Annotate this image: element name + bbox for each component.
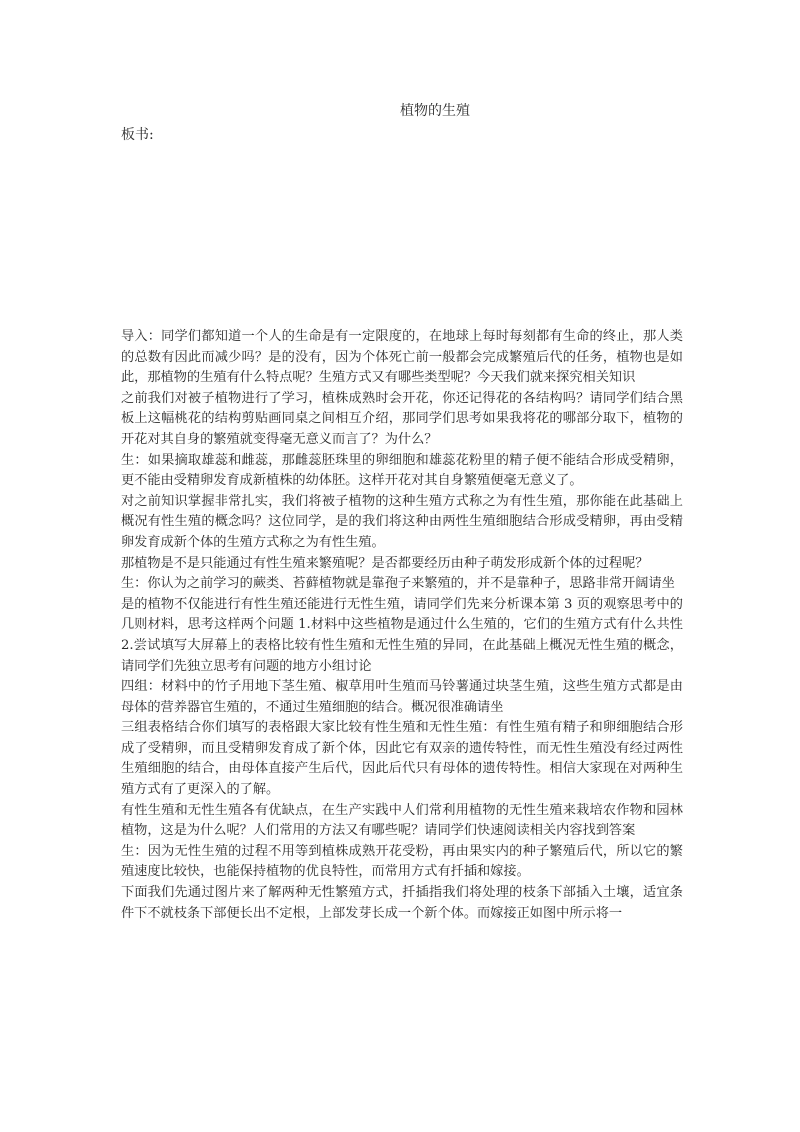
paragraph: 下面我们先通过图片来了解两种无性繁殖方式，扦插指我们将处理的枝条下部插入土壤，适宜条件下不就枝条下部便长出不定根，上部发芽长成一个新个体。而嫁接正如图中所示将一 xyxy=(121,885,683,921)
paragraph: 是的植物不仅能进行有性生殖还能进行无性生殖，请同学们先来分析课本第 3 页的观察思考中的几则材料，思考这样两个问题 1.材料中这些植物是通过什么生殖的，它们的生殖方式有什么共性 2.尝试填写大屏幕上的表格比较有性生殖和无性生殖的异同，在此基础上概况无性生殖的概念，请同学们先独立思考有问题的地方小组讨论 xyxy=(121,596,683,674)
paragraph: 四组：材料中的竹子用地下茎生殖、椒草用叶生殖而马铃薯通过块茎生殖，这些生殖方式都是由母体的营养器官生殖的，不通过生殖细胞的结合。概况很准确请坐 xyxy=(121,679,683,715)
paragraph: 生：如果摘取雄蕊和雌蕊，那雌蕊胚珠里的卵细胞和雄蕊花粉里的精子便不能结合形成受精卵，更不能由受精卵发育成新植株的幼体胚。这样开花对其自身繁殖便毫无意义了。 xyxy=(121,452,683,489)
paragraph: 之前我们对被子植物进行了学习，植株成熟时会开花，你还记得花的各结构吗？请同学们结合黑板上这幅桃花的结构剪贴画同桌之间相互介绍，那同学们思考如果我将花的哪部分取下，植物的开花对其自身的繁殖就变得毫无意义而言了？为什么？ xyxy=(121,390,683,447)
paragraph: 生：你认为之前学习的蕨类、苔藓植物就是靠孢子来繁殖的，并不是靠种子，思路非常开阔请坐 xyxy=(121,576,675,592)
paragraph: 有性生殖和无性生殖各有优缺点，在生产实践中人们常利用植物的无性生殖来栽培农作物和园林植物，这是为什么呢？人们常用的方法又有哪些呢？请同学们快速阅读相关内容找到答案 xyxy=(121,802,683,839)
paragraph: 那植物是不是只能通过有性生殖来繁殖呢？是否都要经历由种子萌发形成新个体的过程呢？ xyxy=(121,555,649,571)
paragraph: 三组表格结合你们填写的表格跟大家比较有性生殖和无性生殖：有性生殖有精子和卵细胞结合形成了受精卵，而且受精卵发育成了新个体，因此它有双亲的遗传特性，而无性生殖没有经过两性生殖细胞的结合，由母体直接产生后代，因此后代只有母体的遗传特性。相信大家现在对两种生殖方式有了更深入的了解。 xyxy=(121,720,683,798)
document-body xyxy=(121,327,683,924)
document-title: 植物的生殖 xyxy=(400,103,470,119)
board-notes-label: 板书: xyxy=(121,127,154,143)
paragraph: 导入：同学们都知道一个人的生命是有一定限度的，在地球上每时每刻都有生命的终止，那人类的总数有因此而减少吗？是的没有，因为个体死亡前一般都会完成繁殖后代的任务，植物也是如此，那植物的生殖有什么特点呢？生殖方式又有哪些类型呢？今天我们就来探究相关知识 xyxy=(121,329,683,386)
paragraph: 生：因为无性生殖的过程不用等到植株成熟开花受粉，再由果实内的种子繁殖后代，所以它的繁殖速度比较快，也能保持植物的优良特性，而常用方式有扦插和嫁接。 xyxy=(121,843,683,880)
paragraph: 对之前知识掌握非常扎实，我们将被子植物的这种生殖方式称之为有性生殖，那你能在此基础上概况有性生殖的概念吗？这位同学，是的我们将这种由两性生殖细胞结合形成受精卵，再由受精卵发育成新个体的生殖方式称之为有性生殖。 xyxy=(121,493,683,550)
